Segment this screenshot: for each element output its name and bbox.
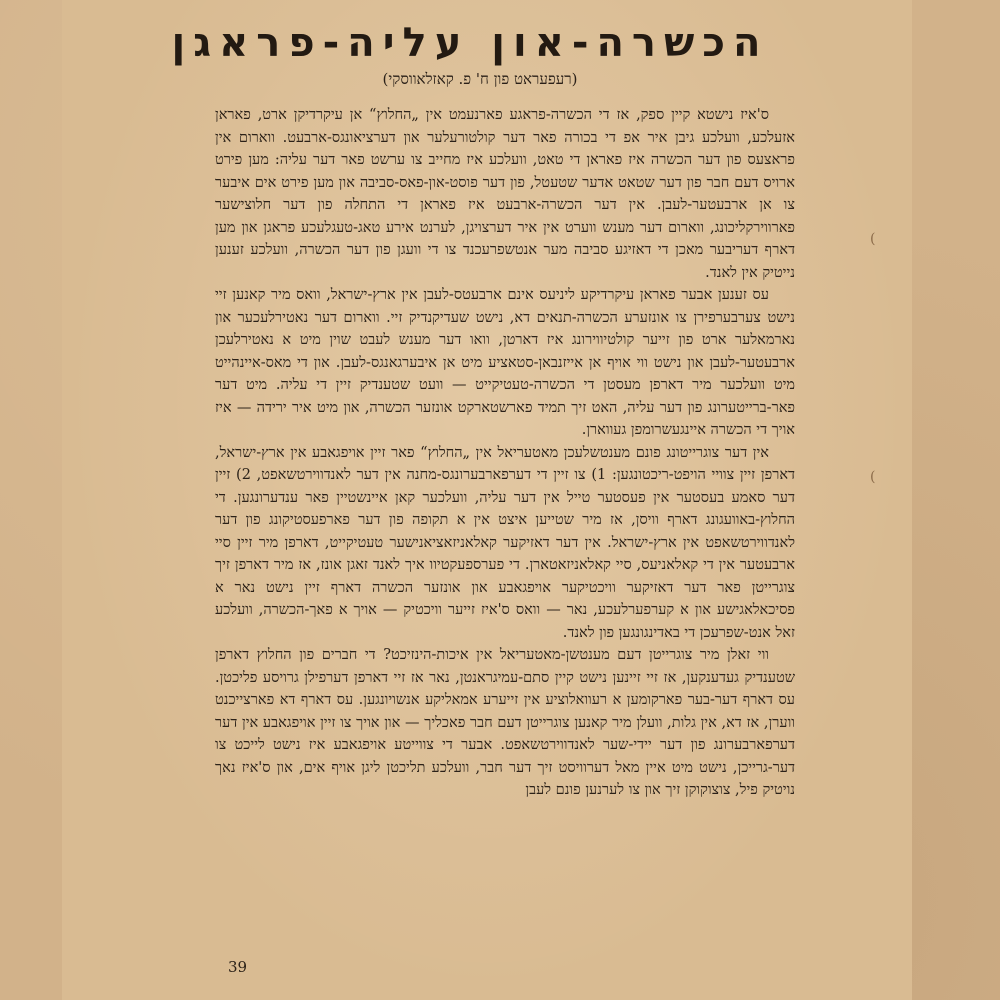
paragraph: ווי זאלן מיר צוגרייטן דעם מענטשן-מאטעריאל אין איכות-הינזיכט? די חברים פון החלוץ דארפן שטענדיק געדענקען, אז זיי זיינען נישט קיין סתם-עמיגראנטן, נאר אז זיי דארפן דערפילן גרויסע פליכטן. עס דארף דער-בער פארקומען א רעוואלוציע אין זייערע אמאליקע אנשויונגען. עס דארף דא פארצייכנט ווערן, אז דא, אין גלות, וועלן מיר קאנען צוגרייטן דעם חבר פאכליך — און אויך צו זיין אויפגאבע אין דער דערפארבערונג פון דער יידי-שער לאנדווירטשאפט. אבער די צווייטע אויפגאבע איז נישט לייכט צו דער-גרייכן, נישט מיט איין מאל דערוויסט זיך דער חבר, וועלכע תליכטן ליגן אויף אים, און ס'איז נאך נויטיק פיל, צוצוקוקן זיך און צו לערנען פונם לעבן [215, 647, 795, 798]
page-number: 39 [228, 958, 248, 976]
edge-mark-icon: ( [870, 469, 876, 485]
edge-mark-icon: ( [870, 231, 876, 247]
paragraph: עס זענען אבער פאראן עיקרדיקע ליניעס אינם ארבעטס-לעבן אין ארץ-ישראל, וואס מיר קאנען זיי נישט צערבערפירן צו אונזערע הכשרה-תנאים דא, נישט שעדיקנדיק זיי. ווארום דער נאטירלעכער און נארמאלער ארט פון זייער קולטיווירונג איז דארטן, וואו דער מענש לעבט שוין מיט א נאטירלעכן ארבעטער-לעבן און נישט ווי אויף אן אייזנבאן-סטאציע מיט אן איבערגאנגס-לעבן. און די מאס-איינהייט מיט וועלכער מיר דארפן מעסטן די הכשרה-טעטיקייט — וועט שטענדיק זיין די עליה. מיט דער פאר-ברייטערונג פון דער עליה, האט זיך תמיד פארשטארקט אונזער הכשרה, און מיט איר ירידה — איז אויך די הכשרה איינגעשרומפן געווארן. [215, 287, 795, 438]
article-byline: (רעפעראט פון ח' פ. קאזלאווסקי) [382, 70, 578, 88]
paragraph: ס'איז נישטא קיין ספק, אז די הכשרה-פראגע פארנעמט אין „החלוץ“ אן עיקרדיקן ארט, פאראן אזעלכע, וועלכע גיבן איר אפ די בכורה פאר דער קולטורעלער און דערציאונגס-ארבעט. ווארום אין פראצעס פון דער הכשרה איז פאראן די טאט, וועלכע איז מחייב צו ערשט פאר דער עליה: מען פירט ארויס דעם חבר פון דער שטאט אדער שטעטל, פון דער פוסט-און-פאס-סביבה און מען פירט אים איבער צו אן ארבעטער-לעבן. אין דער הכשרה-ארבעט איז פאראן די התחלה פון דער חלוצישער פארווירקליכונג, ווארום דער מענש ווערט אין איר דערצויגן, לערנט אירע טאג-טעגלעכע פראגן און מען דארף דעריבער מאכן די דאזיגע סביבה מער אנטשפרעכנד צו די וועגן פון דער הכשרה, וועלכע זענען נייטיק אין לאנד. [215, 107, 795, 281]
paragraph: אין דער צוגרייטונג פונם מענטשלעכן מאטעריאל אין „החלוץ“ פאר זיין אויפגאבע אין ארץ-ישראל, דארפן זיין צוויי הויפט-ריכטונגען: 1) צו זיין די דערפארבערונגס-מחנה אין דער לאנדווירטשאפט, 2) זיין דער סאמע בעסטער אין פעסטער טייל אין דער עליה, וועלכער קאן איינשטיין פאר ענדערונגען. די החלוץ-באוועגונג דארף וויסן, אז מיר שטייען איצט אין א תקופה פון דער פארפעסטיקונג פון דער לאנדווירטשאפט אין ארץ-ישראל. אין דער דאזיקער קאלאניזאציאנישער טעטיקייט, דארפן מיר זיין סיי ארבעטער אין די קאלאניעס, סיי קאלאניזאטארן. די פערספעקטיוו איך לאנד זאגן אונז, אז מיר דארפן זיך צוגרייטן פאר דער דאזיקער וויכטיקער אויפגאבע און אונזער הכשרה דארף זיין נישט נאר א פסיכאלאגישע און א קערפערלעכע, נאר — וואס ס'איז זייער וויכטיק — אויך א פאך-הכשרה, וועלכע זאל אנט-שפרעכן די באדינגונגען פון לאנד. [215, 444, 795, 641]
article-body [215, 104, 795, 944]
article-title: הכשרה-און עליה-פראגן [171, 20, 769, 66]
